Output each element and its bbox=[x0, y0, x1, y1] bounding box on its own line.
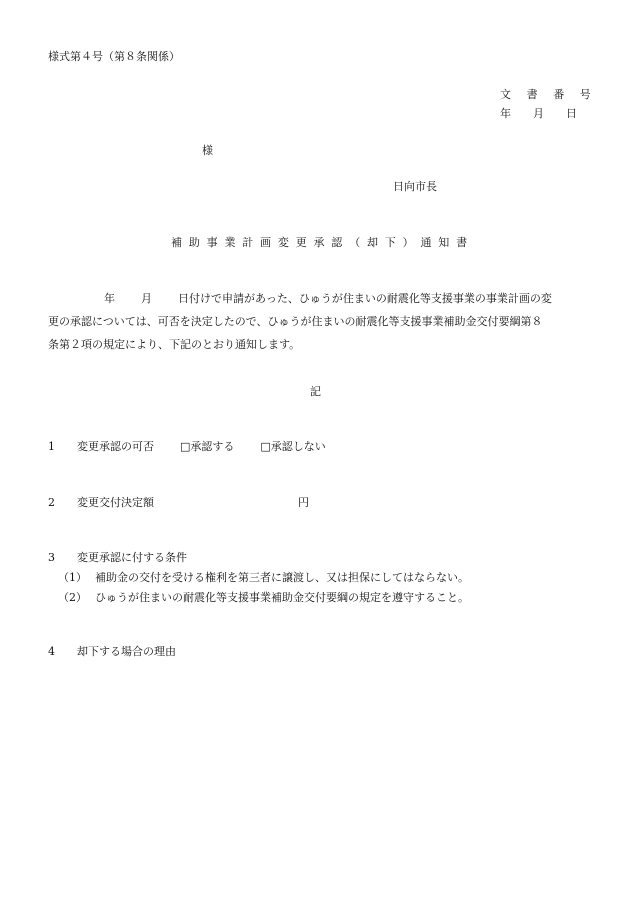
condition-1-text: 補助金の交付を受ける権利を第三者に譲渡し、又は担保にしてはならない。 bbox=[95, 571, 469, 584]
item-2 bbox=[48, 497, 154, 508]
condition-1 bbox=[58, 572, 469, 583]
body-year: 年 bbox=[104, 292, 115, 305]
item-1 bbox=[48, 441, 326, 452]
approve-checkbox-option[interactable]: □承認する bbox=[180, 440, 235, 453]
ki-heading: 記 bbox=[310, 385, 321, 398]
item-1-label: 変更承認の可否 bbox=[77, 440, 154, 453]
condition-1-number: （1） bbox=[58, 571, 87, 584]
body-line-1 bbox=[48, 287, 552, 310]
item-2-number: 2 bbox=[48, 496, 55, 509]
condition-2 bbox=[58, 592, 469, 603]
item-3-label: 変更承認に付する条件 bbox=[77, 551, 187, 564]
reject-checkbox-option[interactable]: □承認しない bbox=[260, 440, 326, 453]
item-3-number: 3 bbox=[48, 551, 55, 564]
form-number: 様式第４号（第８条関係） bbox=[48, 50, 180, 63]
addressee-suffix: 様 bbox=[202, 144, 213, 157]
date-label: 年 月 日 bbox=[500, 107, 577, 120]
issuer: 日向市長 bbox=[393, 180, 437, 193]
item-4-label: 却下する場合の理由 bbox=[77, 645, 176, 658]
condition-2-text: ひゅうが住まいの耐震化等支援事業補助金交付要綱の規定を遵守すること。 bbox=[95, 591, 469, 604]
body-line-1-rest: 日付けで申請があった、ひゅうが住まいの耐震化等支援事業の事業計画の変 bbox=[178, 292, 552, 305]
item-3 bbox=[48, 552, 187, 563]
item-1-number: 1 bbox=[48, 440, 55, 453]
document-number-label: 文 書 番 号 bbox=[500, 88, 597, 101]
item-4-number: 4 bbox=[48, 645, 55, 658]
item-4 bbox=[48, 646, 176, 657]
amount-unit: 円 bbox=[298, 496, 309, 509]
item-2-label: 変更交付決定額 bbox=[77, 496, 154, 509]
document-title: 補助事業計画変更承認（却下）通知書 bbox=[171, 236, 474, 249]
condition-2-number: （2） bbox=[58, 591, 87, 604]
body-line-3: 条第２項の規定により、下記のとおり通知します。 bbox=[48, 338, 301, 351]
body-month: 月 bbox=[141, 292, 152, 305]
body-paragraph bbox=[48, 287, 552, 356]
body-line-2: 更の承認については、可否を決定したので、ひゅうが住まいの耐震化等支援事業補助金交付要綱第８ bbox=[48, 315, 543, 328]
